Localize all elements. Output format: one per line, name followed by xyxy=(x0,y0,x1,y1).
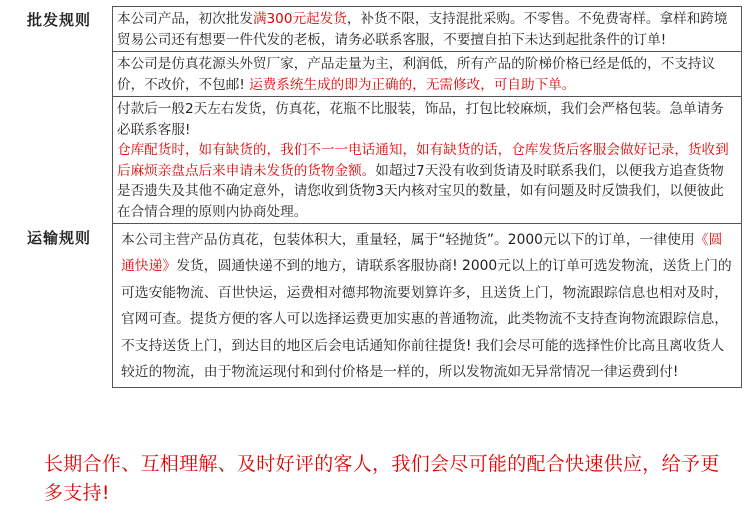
shipping-section xyxy=(6,224,742,388)
wholesale-rule-2-highlight: 运费系统生成的即为正确的，无需修改，可自助下单。 xyxy=(249,76,576,93)
wholesale-rule-1 xyxy=(113,6,742,52)
wholesale-rule-2-text: 本公司是仿真花源头外贸厂家，产品走量为主，利润低，所有产品的阶梯价格已经是低的，不支持议价，不改价，不包邮! xyxy=(117,56,716,93)
wholesale-rule-3-text-b: 如超过7天没有收到货请及时联系我们，以便我方追查货物是否遗失及其他不确定意外，请您收到货物3天内核对宝贝的数量，如有问题及时反馈我们，以便彼此在合情合理的原则内协商处理。 xyxy=(117,162,724,220)
wholesale-content xyxy=(112,6,742,224)
wholesale-rule-1-text-a: 本公司产品，初次批发 xyxy=(117,11,253,27)
wholesale-rule-3-highlight: 仓库配货时，如有缺货的，我们不一一电话通知，如有缺货的话，仓库发货后客服会做好记录，货收到后麻烦亲盘点后来申请未发货的货物金额。 xyxy=(117,142,729,179)
shipping-title: 运输规则 xyxy=(26,229,91,247)
wholesale-title: 批发规则 xyxy=(26,11,91,29)
footer-note: 长期合作、互相理解、及时好评的客人，我们会尽可能的配合快速供应，给予更多支持! xyxy=(44,453,720,504)
shipping-rule-highlight: 《圆通快递》 xyxy=(121,232,723,275)
shipping-rule-text-b: 发货，圆通快递不到的地方，请联系客服协商! 2000元以上的订单可选发物流，送货上门的可选安能物流、百世快运，运费相对德邦物流要划算许多，且送货上门，物流跟踪信息也相对及时，官网可查。提货方便的客人可以选择运费更加实惠的普通物流，此类物流不支持查询物流跟踪信息，不支持送货上门，到达目的地区后会电话通知你前往提货! 我们会尽可能的选择性价比高且离收货人较近的物流，由于物流运现付和到付价格是一样的，所以发物流如无异常情况一律运费到付! xyxy=(121,258,732,381)
wholesale-rule-1-text-b: ，补货不限，支持混批采购。不零售。不免费寄样。拿样和跨境贸易公司还有想要一件代发的老板，请务必联系客服，不要擅自拍下未达到起批条件的订单! xyxy=(117,11,728,48)
shipping-content xyxy=(112,224,742,388)
wholesale-rule-1-highlight: 满300元起发货 xyxy=(252,11,347,27)
rules-table xyxy=(6,6,742,388)
wholesale-section xyxy=(6,6,742,224)
wholesale-rule-3 xyxy=(113,96,742,224)
shipping-rule xyxy=(113,223,742,388)
shipping-rule-text-a: 本公司主营产品仿真花，包装体积大，重量轻，属于“轻抛货”。2000元以下的订单，一律使用 xyxy=(121,232,695,248)
wholesale-rule-3-text-a: 付款后一般2天左右发货，仿真花，花瓶不比服装，饰品，打包比较麻烦，我们会严格包装。急单请务必联系客服! xyxy=(117,101,724,138)
wholesale-rule-2 xyxy=(113,51,742,97)
